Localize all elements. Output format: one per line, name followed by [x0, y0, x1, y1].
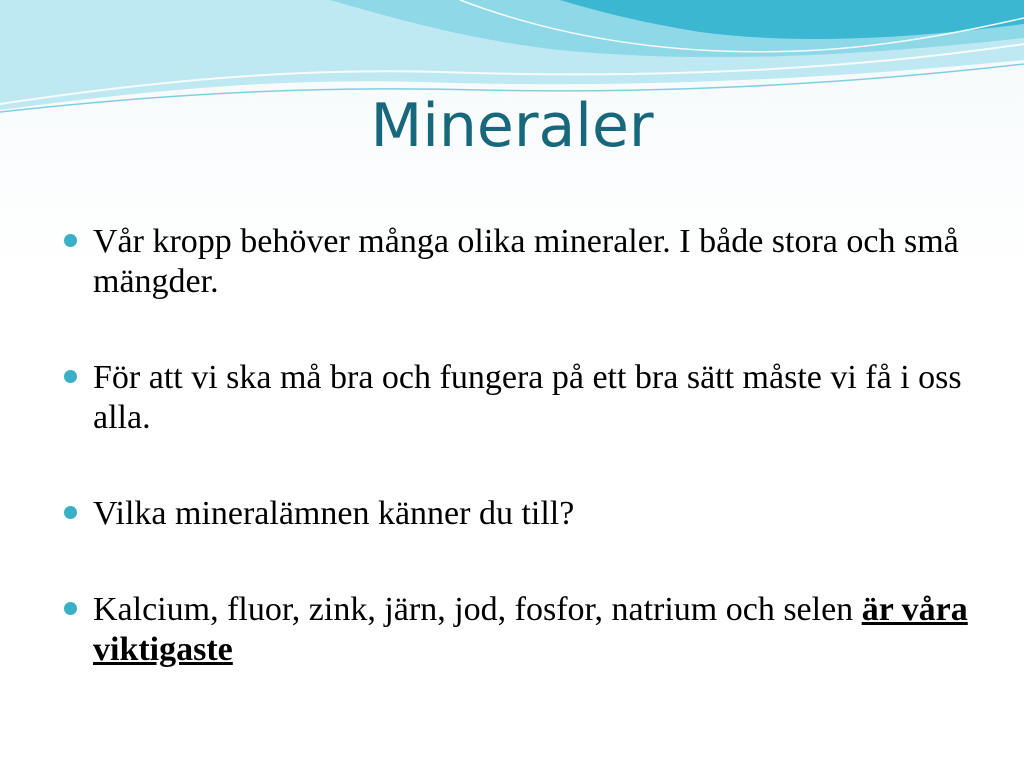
bullet-emphasis: är våra viktigaste: [93, 591, 968, 668]
bullet-text: Vår kropp behöver många olika mineraler. I både stora och små mängder.: [93, 223, 959, 300]
bullet-dot-icon: [64, 234, 77, 247]
bullet-item: [60, 222, 980, 302]
slide-title: Mineraler: [370, 91, 654, 161]
bullet-dot-icon: [64, 506, 77, 519]
bullet-text: Vilka mineralämnen känner du till?: [93, 495, 575, 532]
bullet-list: [60, 222, 980, 670]
bullet-dot-icon: [64, 602, 77, 615]
bullet-item: [60, 358, 980, 438]
bullet-dot-icon: [64, 370, 77, 383]
bullet-item: [60, 590, 980, 670]
bullet-text: För att vi ska må bra och fungera på ett bra sätt måste vi få i oss alla.: [93, 359, 962, 436]
bullet-text: Kalcium, fluor, zink, järn, jod, fosfor, natrium och selen: [93, 591, 862, 628]
bullet-item: [60, 494, 980, 534]
